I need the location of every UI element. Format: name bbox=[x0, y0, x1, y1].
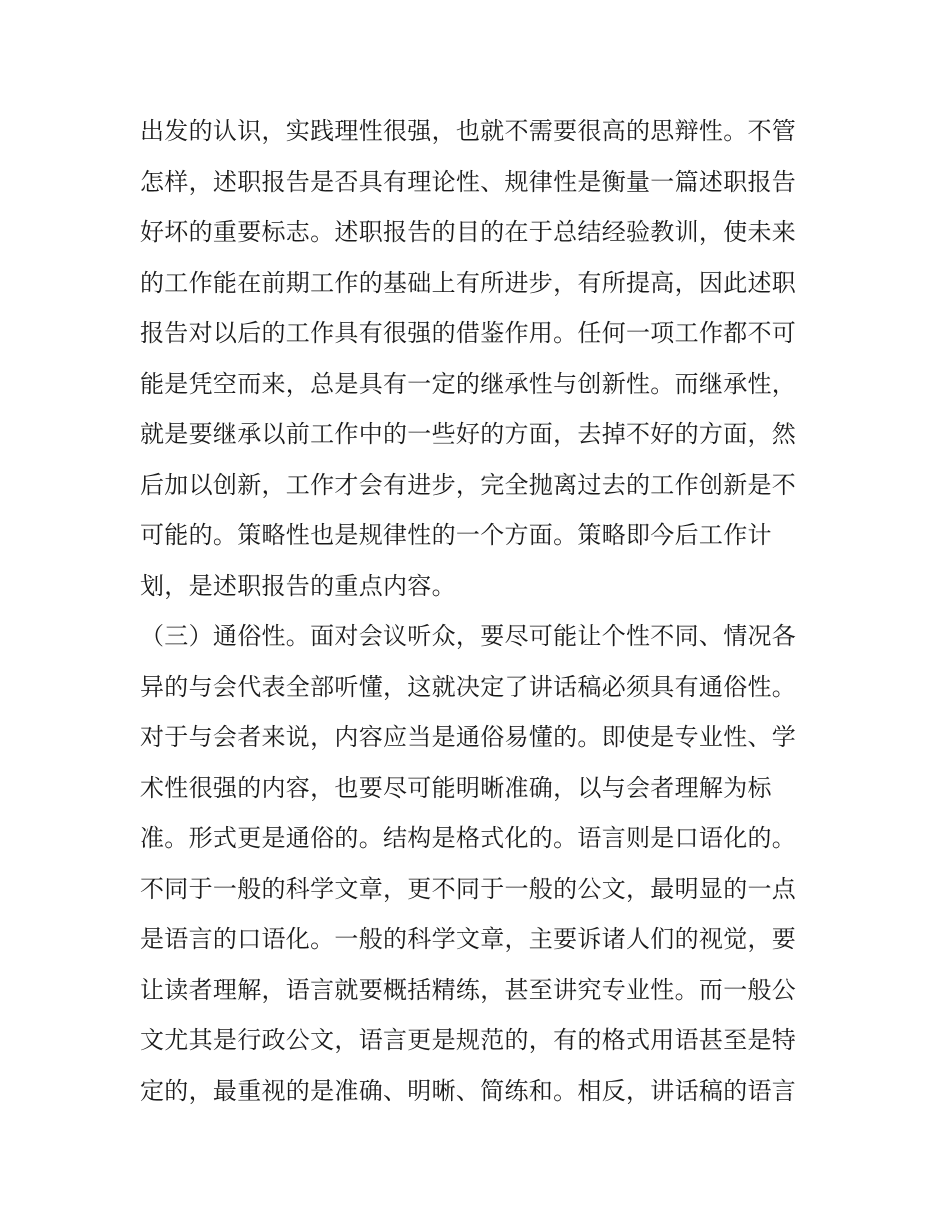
text-line: 就是要继承以前工作中的一些好的方面，去掉不好的方面，然 bbox=[140, 420, 797, 448]
text-line: 是语言的口语化。一般的科学文章，主要诉诸人们的视觉，要 bbox=[140, 925, 797, 953]
text-line: 能是凭空而来，总是具有一定的继承性与创新性。而继承性， bbox=[140, 369, 797, 398]
body-text bbox=[140, 106, 820, 1116]
text-line: 好坏的重要标志。述职报告的目的在于总结经验教训，使未来 bbox=[140, 218, 797, 246]
text-line: 让读者理解，语言就要概括精练，甚至讲究专业性。而一般公 bbox=[140, 975, 797, 1004]
text-line: 对于与会者来说，内容应当是通俗易懂的。即使是专业性、学 bbox=[140, 723, 797, 751]
text-line: 准。形式更是通俗的。结构是格式化的。语言则是口语化的。 bbox=[140, 824, 797, 852]
text-line: 定的，最重视的是准确、明晰、简练和。相反，讲话稿的语言 bbox=[140, 1076, 797, 1105]
text-line: 文尤其是行政公文，语言更是规范的，有的格式用语甚至是特 bbox=[140, 1026, 797, 1054]
text-line: 术性很强的内容，也要尽可能明晰准确，以与会者理解为标 bbox=[140, 773, 772, 802]
text-line: 异的与会代表全部听懂，这就决定了讲话稿必须具有通俗性。 bbox=[140, 672, 797, 701]
text-line: 可能的。策略性也是规律性的一个方面。策略即今后工作计 bbox=[140, 521, 772, 549]
section-heading-line: （三）通俗性。面对会议听众，要尽可能让个性不同、情况各 bbox=[140, 622, 797, 650]
text-line: 的工作能在前期工作的基础上有所进步，有所提高，因此述职 bbox=[140, 268, 797, 297]
text-line: 不同于一般的科学文章，更不同于一般的公文，最明显的一点 bbox=[140, 874, 797, 903]
text-line: 报告对以后的工作具有很强的借鉴作用。任何一项工作都不可 bbox=[140, 319, 797, 347]
text-line: 怎样，述职报告是否具有理论性、规律性是衡量一篇述职报告 bbox=[140, 167, 797, 196]
text-line: 出发的认识，实践理性很强，也就不需要很高的思辩性。不管 bbox=[140, 117, 797, 145]
text-line: 划，是述职报告的重点内容。 bbox=[140, 571, 456, 600]
text-line: 后加以创新，工作才会有进步，完全抛离过去的工作创新是不 bbox=[140, 470, 797, 499]
